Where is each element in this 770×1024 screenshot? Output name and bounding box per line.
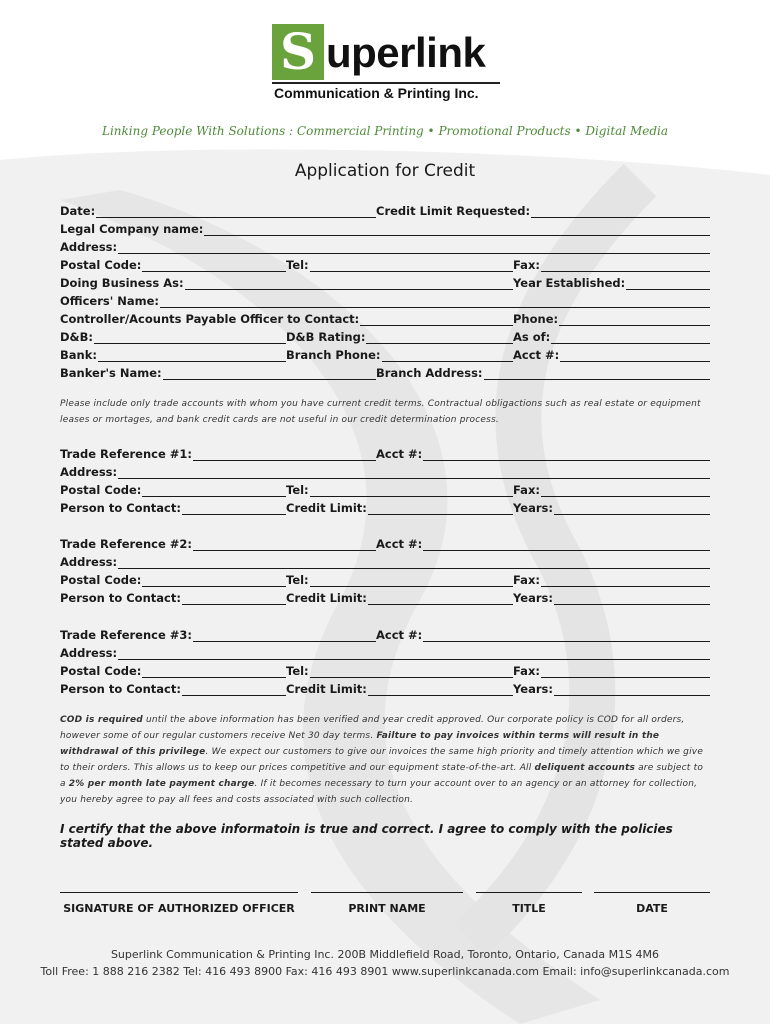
bank-field[interactable]: Bank:	[60, 348, 286, 362]
trade-fax-field[interactable]: Fax:	[513, 483, 710, 497]
trade-tel-field[interactable]: Tel:	[286, 664, 513, 678]
trade-reference-field[interactable]: Trade Reference #3:	[60, 628, 376, 642]
trade-acct-field[interactable]: Acct #:	[376, 628, 710, 642]
controller-contact-field[interactable]: Controller/Acounts Payable Officer to Contact:	[60, 312, 513, 326]
trade-reference-field[interactable]: Trade Reference #1:	[60, 447, 376, 461]
trade-contact-field[interactable]: Person to Contact:	[60, 591, 286, 605]
trade-fax-field[interactable]: Fax:	[513, 664, 710, 678]
tel-field[interactable]: Tel:	[286, 258, 513, 272]
row-date	[60, 200, 710, 218]
db-rating-field[interactable]: D&B Rating:	[286, 330, 513, 344]
row-legal-name	[60, 218, 710, 236]
row-postal	[60, 254, 710, 272]
trade-postal-field[interactable]: Postal Code:	[60, 664, 286, 678]
row-banker	[60, 362, 710, 380]
trade-tel-field[interactable]: Tel:	[286, 573, 513, 587]
date-label: DATE	[636, 902, 668, 915]
date-field[interactable]: Date:	[60, 204, 376, 218]
phone-field[interactable]: Phone:	[513, 312, 710, 326]
trade-years-field[interactable]: Years:	[513, 501, 710, 515]
trade-tel-field[interactable]: Tel:	[286, 483, 513, 497]
trade-reference-field[interactable]: Trade Reference #2:	[60, 537, 376, 551]
bankers-name-field[interactable]: Banker's Name:	[60, 366, 376, 380]
branch-phone-field[interactable]: Branch Phone:	[286, 348, 513, 362]
title-line[interactable]	[476, 874, 582, 893]
db-field[interactable]: D&B:	[60, 330, 286, 344]
trade-years-field[interactable]: Years:	[513, 591, 710, 605]
footer-contact: Toll Free: 1 888 216 2382 Tel: 416 493 8900 Fax: 416 493 8901 www.superlinkcanada.com Email: info@superlinkcanada.com	[40, 965, 730, 978]
row-controller	[60, 308, 710, 326]
acct-number-field[interactable]: Acct #:	[513, 348, 710, 362]
trade-credit-limit-field[interactable]: Credit Limit:	[286, 682, 513, 696]
print-name-line[interactable]	[311, 874, 463, 893]
trade-address-field[interactable]: Address:	[60, 555, 710, 569]
row-officers	[60, 290, 710, 308]
logo-subtitle: Communication & Printing Inc.	[274, 85, 479, 101]
trade-contact-field[interactable]: Person to Contact:	[60, 682, 286, 696]
title-label: TITLE	[512, 902, 546, 915]
postal-code-field[interactable]: Postal Code:	[60, 258, 286, 272]
date-line[interactable]	[594, 874, 710, 893]
trade-credit-limit-field[interactable]: Credit Limit:	[286, 591, 513, 605]
logo-wordmark: uperlink	[326, 29, 486, 76]
trade-postal-field[interactable]: Postal Code:	[60, 483, 286, 497]
trade-address-field[interactable]: Address:	[60, 465, 710, 479]
company-logo	[272, 24, 502, 104]
date-block[interactable]	[594, 874, 710, 914]
officers-name-field[interactable]: Officers' Name:	[60, 294, 710, 308]
signature-label: SIGNATURE OF AUTHORIZED OFFICER	[63, 902, 295, 915]
trade-postal-field[interactable]: Postal Code:	[60, 573, 286, 587]
branch-address-field[interactable]: Branch Address:	[376, 366, 710, 380]
page-title: Application for Credit	[294, 161, 476, 181]
trade-address-field[interactable]: Address:	[60, 646, 710, 660]
print-name-label: PRINT NAME	[348, 902, 426, 915]
trade-acct-field[interactable]: Acct #:	[376, 537, 710, 551]
title-block[interactable]	[476, 874, 582, 914]
trade-fax-field[interactable]: Fax:	[513, 573, 710, 587]
row-db	[60, 326, 710, 344]
row-dba	[60, 272, 710, 290]
trade-accounts-note: Please include only trade accounts with whom you have current credit terms. Contractual obligactions such as real estate or equipment leases or mortages, and bank credit cards are not useful in our credit determination process.	[60, 399, 701, 425]
credit-terms-paragraph: COD is required until the above information has been verified and year credit approved. Our corporate policy is COD for all orders, however some of our regular customers receive Net 30 day terms. Failture to pay invoices within terms will result in the withdrawal of this privilege. We expect our customers to give our invoices the same high priority and timely attention which we give to their orders. This allows us to keep our prices competitive and our equipment state-of-the-art. All deliquent accounts are subject to a 2% per month late payment charge. If it becomes necessary to turn your account over to an agency or an attorney for collection, you hereby agree to pay all fees and costs associated with such collection.	[60, 715, 704, 805]
signature-block[interactable]	[60, 874, 298, 914]
legal-company-name-field[interactable]: Legal Company name:	[60, 222, 710, 236]
row-bank	[60, 344, 710, 362]
trade-contact-field[interactable]: Person to Contact:	[60, 501, 286, 515]
trade-acct-field[interactable]: Acct #:	[376, 447, 710, 461]
signature-line[interactable]	[60, 874, 298, 893]
trade-credit-limit-field[interactable]: Credit Limit:	[286, 501, 513, 515]
trade-years-field[interactable]: Years:	[513, 682, 710, 696]
year-established-field[interactable]: Year Established:	[513, 276, 710, 290]
credit-limit-requested-field[interactable]: Credit Limit Requested:	[376, 204, 710, 218]
row-address	[60, 236, 710, 254]
as-of-field[interactable]: As of:	[513, 330, 710, 344]
logo-mark: S	[272, 24, 324, 80]
logo-divider	[272, 82, 500, 84]
tagline: Linking People With Solutions : Commercial Printing • Promotional Products • Digital Media	[101, 124, 669, 138]
footer-address: Superlink Communication & Printing Inc. 200B Middlefield Road, Toronto, Ontario, Canada M1S 4M6	[110, 948, 660, 961]
doing-business-as-field[interactable]: Doing Business As:	[60, 276, 513, 290]
print-name-block[interactable]	[311, 874, 463, 914]
address-field[interactable]: Address:	[60, 240, 710, 254]
certification-statement: I certify that the above informatoin is true and correct. I agree to comply with the policies stated above.	[60, 822, 673, 850]
fax-field[interactable]: Fax:	[513, 258, 710, 272]
